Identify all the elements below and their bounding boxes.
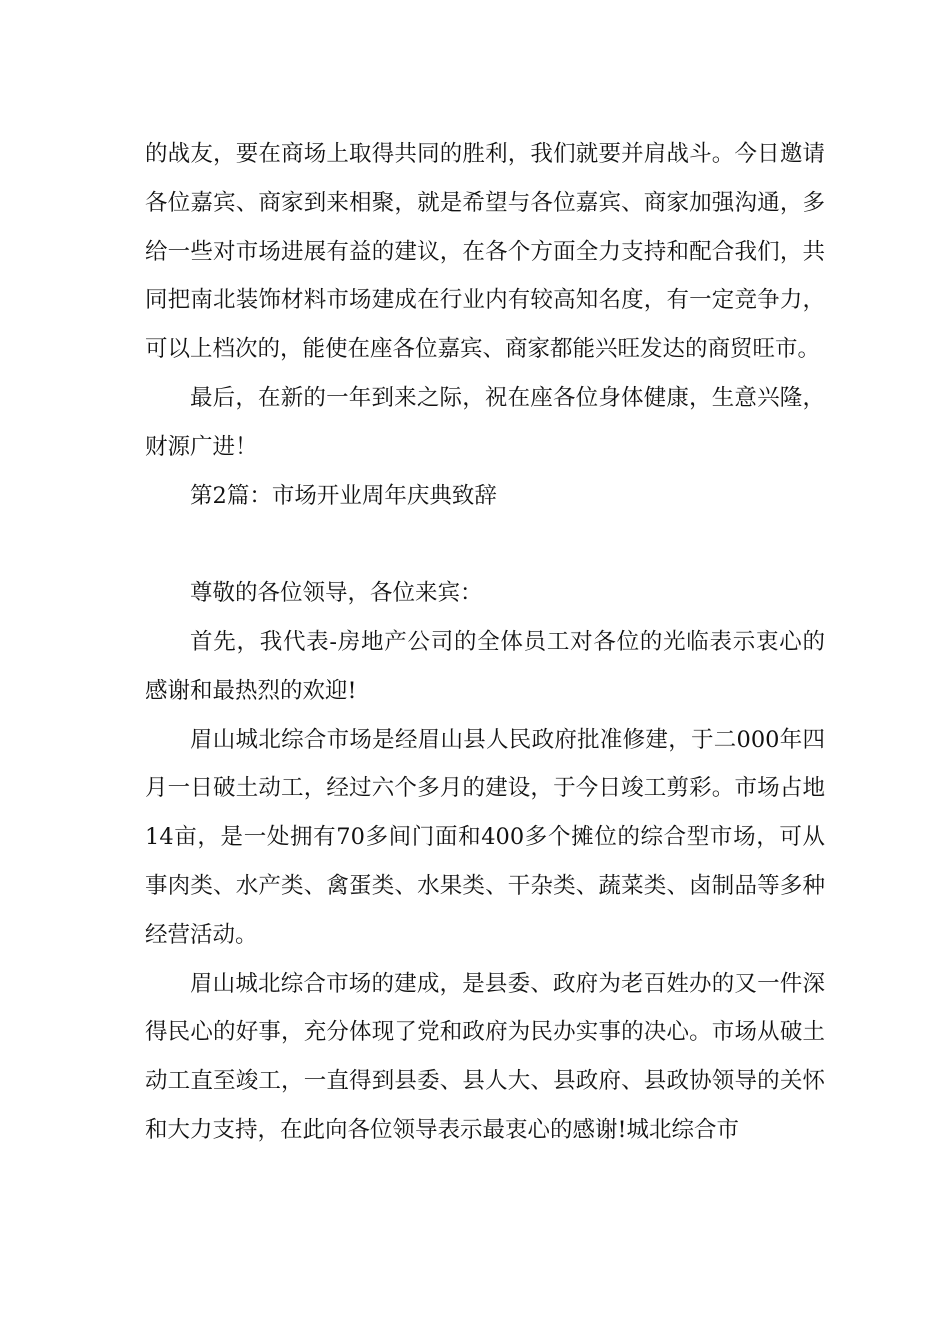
salutation: 尊敬的各位领导，各位来宾：	[190, 580, 483, 607]
section-heading: 第2篇：市场开业周年庆典致辞	[190, 482, 497, 509]
continuation-paragraph: 的战友，要在商场上取得共同的胜利，我们就要并肩战斗。今日邀请各位嘉宾、商家到来相聚，就是希望与各位嘉宾、商家加强沟通，多给一些对市场进展有益的建议，在各个方面全力支持和配合我们，共同把南北装饰材料市场建成在行业内有较高知名度，有一定竞争力，可以上档次的，能使在座各位嘉宾、商家都能兴旺发达的商贸旺市。	[145, 141, 825, 363]
blank-line	[145, 520, 825, 569]
closing-paragraph: 最后，在新的一年到来之际，祝在座各位身体健康，生意兴隆，财源广进！	[145, 384, 825, 460]
body-paragraph: 首先，我代表-房地产公司的全体员工对各位的光临表示衷心的感谢和最热烈的欢迎!	[145, 628, 825, 704]
document-body	[145, 130, 825, 1155]
body-paragraph: 眉山城北综合市场是经眉山县人民政府批准修建，于二000年四月一日破土动工，经过六个多月的建设，于今日竣工剪彩。市场占地14亩，是一处拥有70多间门面和400多个摊位的综合型市场，可从事肉类、水产类、禽蛋类、水果类、干杂类、蔬菜类、卤制品等多种经营活动。	[145, 726, 825, 948]
body-paragraph: 眉山城北综合市场的建成，是县委、政府为老百姓办的又一件深得民心的好事，充分体现了党和政府为民办实事的决心。市场从破土动工直至竣工，一直得到县委、县人大、县政府、县政协领导的关怀和大力支持，在此向各位领导表示最衷心的感谢!城北综合市	[145, 970, 825, 1143]
